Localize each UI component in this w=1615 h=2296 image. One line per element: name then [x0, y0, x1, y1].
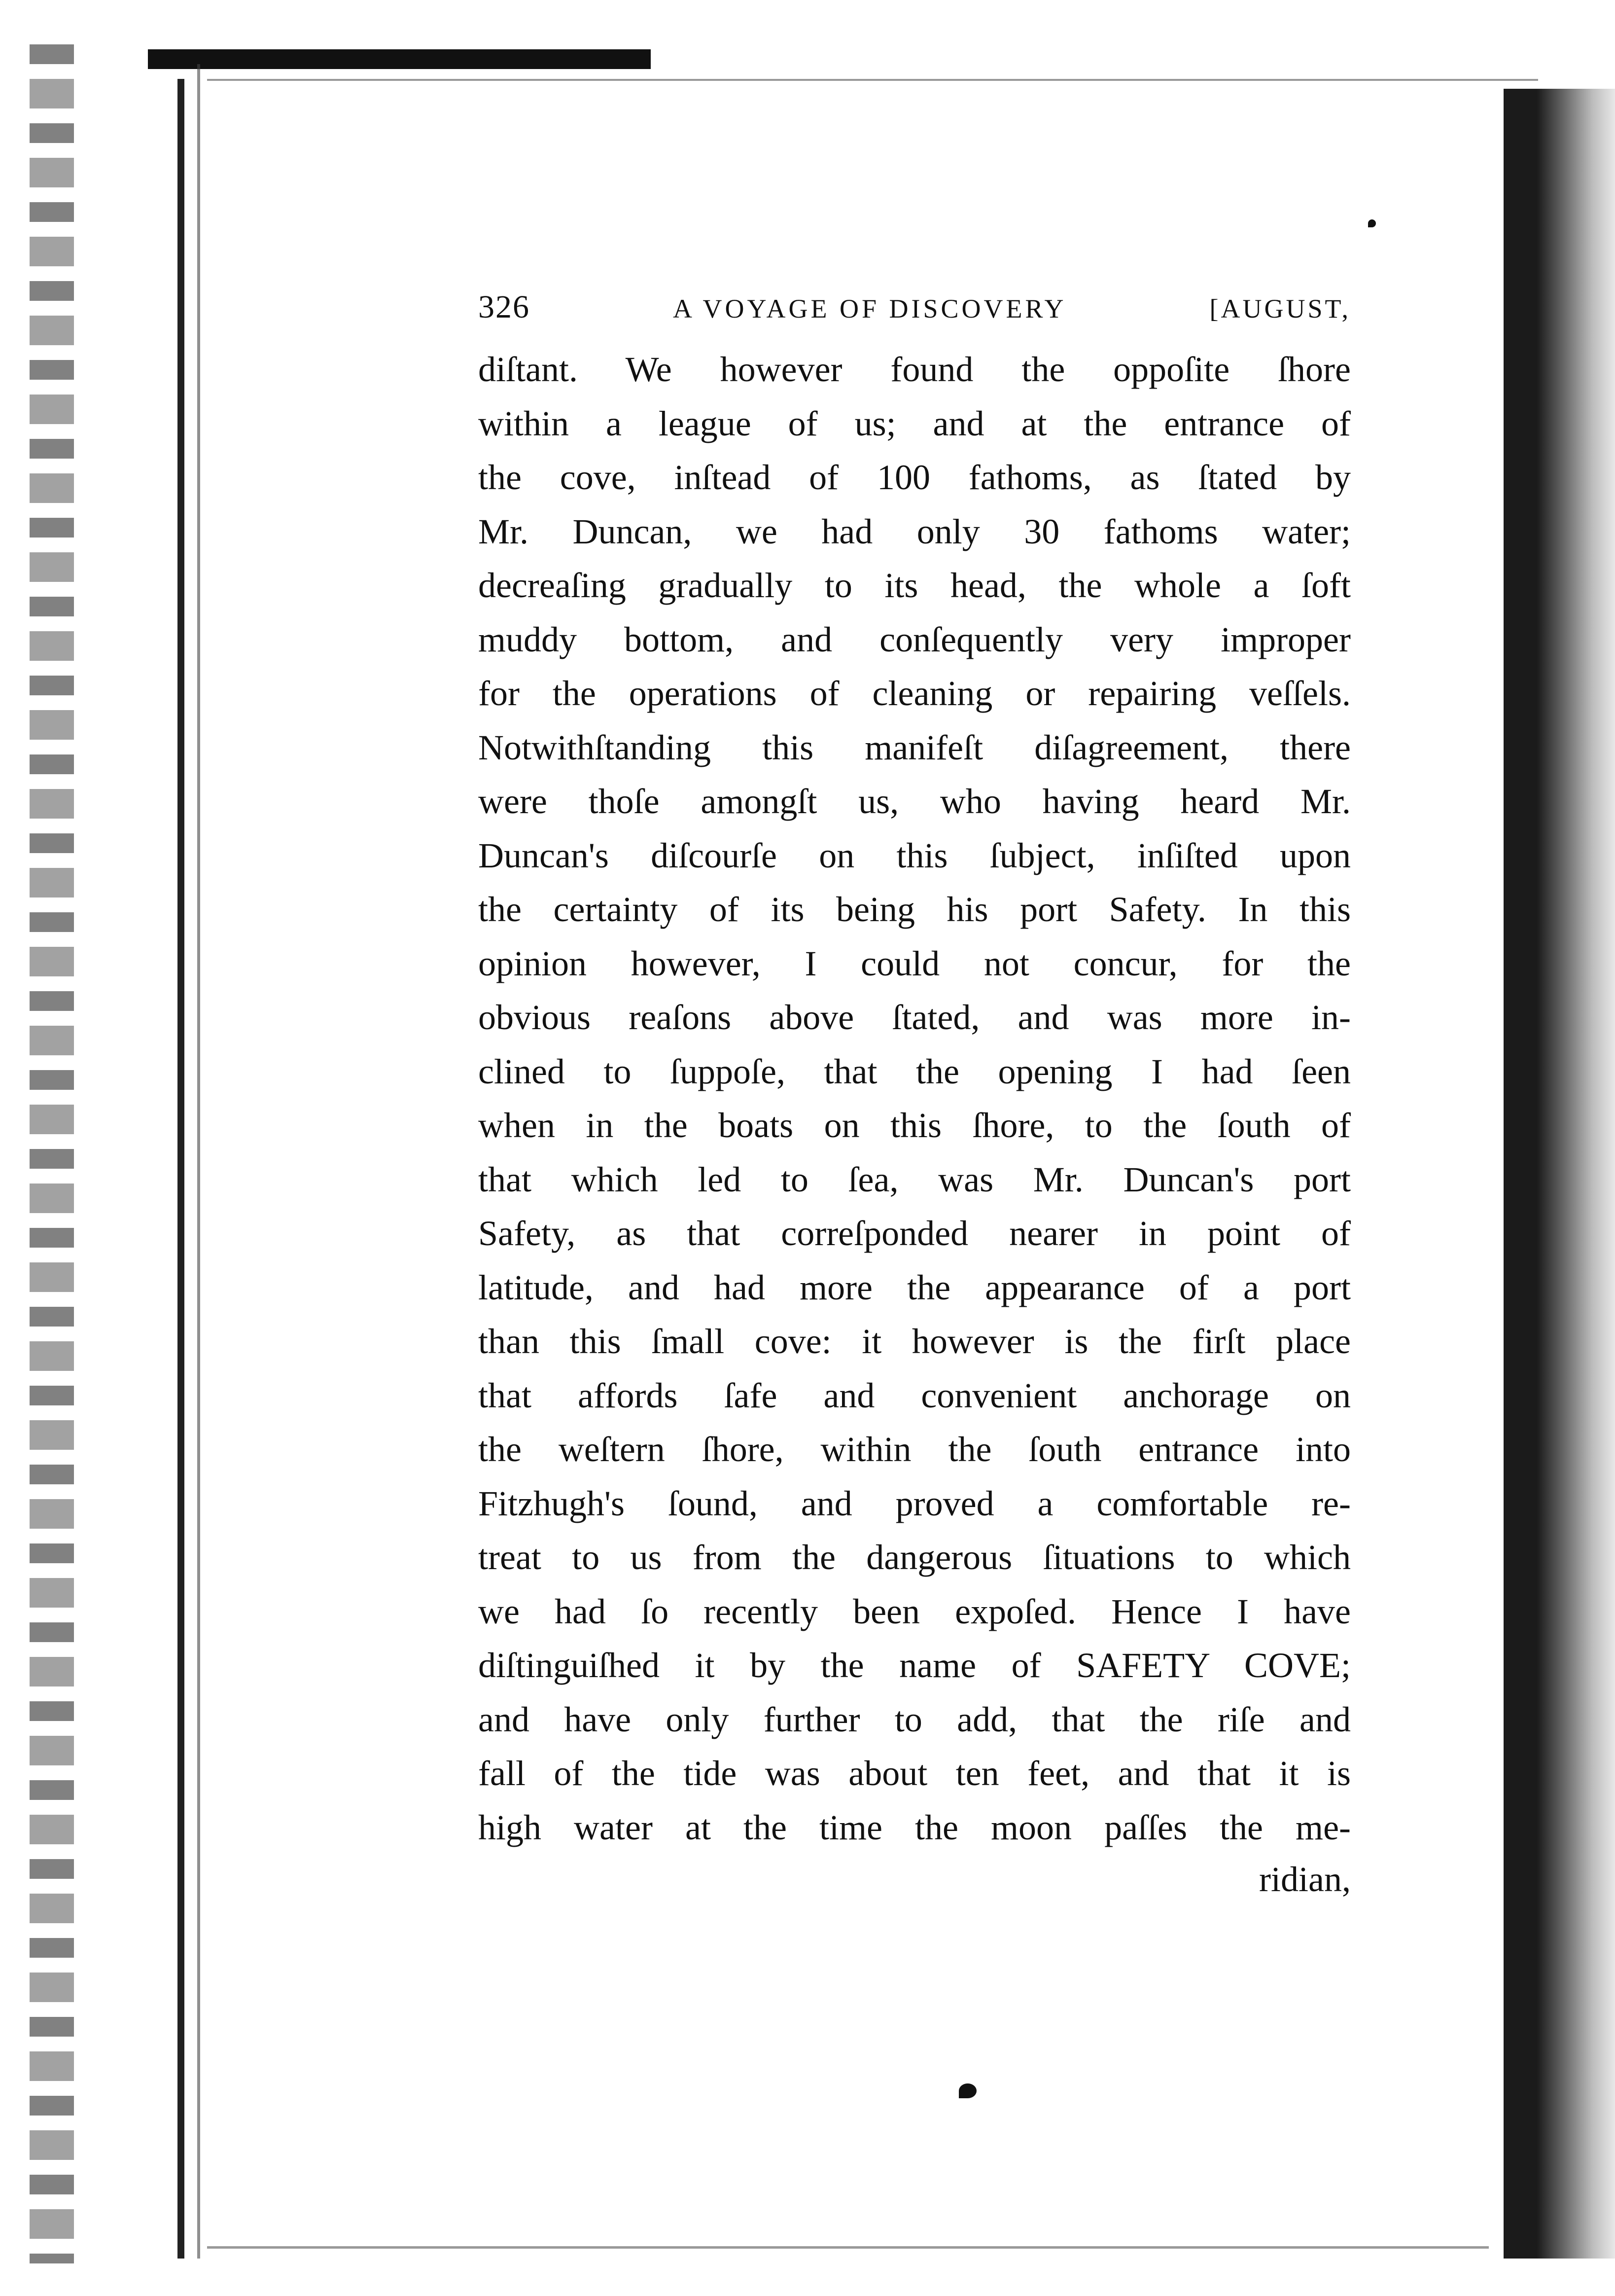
left-binding-shadow: [30, 44, 74, 2263]
body-text: [478, 343, 1351, 1855]
text-line: treat to us from the dangerous ſituations to which: [478, 1538, 1351, 1577]
right-binding-shadow: [1504, 89, 1615, 2259]
text-line: within a league of us; and at the entrance of: [478, 403, 1351, 443]
text-line: that which led to ſea, was Mr. Duncan's port: [478, 1159, 1351, 1199]
page-number: 326: [478, 289, 530, 325]
running-title: A VOYAGE OF DISCOVERY: [672, 294, 1067, 323]
text-line: high water at the time the moon paſſes the me-: [478, 1807, 1351, 1847]
text-line: latitude, and had more the appearance of a port: [478, 1267, 1351, 1307]
ink-blot-mark: [959, 2083, 977, 2098]
text-line: when in the boats on this ſhore, to the ſouth of: [478, 1106, 1351, 1145]
text-line: Fitzhugh's ſound, and proved a comfortable re-: [478, 1483, 1351, 1523]
bottom-page-edge: [207, 2246, 1489, 2249]
top-scan-bar: [148, 49, 651, 69]
text-line: the cove, inſtead of 100 fathoms, as ſtated by: [478, 458, 1351, 497]
text-line: fall of the tide was about ten feet, and that it is: [478, 1754, 1351, 1793]
text-line: Notwithſtanding this manifeſt diſagreement, there: [478, 727, 1351, 767]
text-line: diſtinguiſhed it by the name of SAFETY COVE;: [478, 1646, 1351, 1685]
text-line: opinion however, I could not concur, for the: [478, 943, 1351, 983]
left-page-edge: [177, 79, 184, 2259]
text-line: muddy bottom, and conſequently very improper: [478, 619, 1351, 659]
text-line: Duncan's diſcourſe on this ſubject, inſiſted upon: [478, 835, 1351, 875]
left-page-edge-inner: [197, 64, 200, 2259]
text-block: [478, 288, 1351, 1904]
text-line: diſtant. We however found the oppoſite ſhore: [478, 350, 1351, 389]
text-line: Safety, as that correſponded nearer in point of: [478, 1214, 1351, 1253]
text-line: decreaſing gradually to its head, the whole a ſoft: [478, 566, 1351, 605]
top-page-edge: [207, 79, 1538, 81]
running-month: [AUGUST,: [1209, 294, 1351, 323]
running-head: [478, 288, 1351, 343]
text-line: and have only further to add, that the riſe and: [478, 1699, 1351, 1739]
text-line: we had ſo recently been expoſed. Hence I have: [478, 1591, 1351, 1631]
text-line: were thoſe amongſt us, who having heard Mr.: [478, 782, 1351, 821]
text-line: clined to ſuppoſe, that the opening I had ſeen: [478, 1051, 1351, 1091]
text-line: the certainty of its being his port Safety. In this: [478, 890, 1351, 929]
catchword: ridian,: [1259, 1860, 1351, 1899]
text-line: Mr. Duncan, we had only 30 fathoms water;: [478, 511, 1351, 551]
text-line: obvious reaſons above ſtated, and was more in-: [478, 998, 1351, 1037]
text-line: for the operations of cleaning or repairing veſſels.: [478, 674, 1351, 713]
ink-speck-mark: [1368, 219, 1376, 227]
text-line: the weſtern ſhore, within the ſouth entrance into: [478, 1430, 1351, 1469]
text-line: that affords ſafe and convenient anchorage on: [478, 1375, 1351, 1415]
text-line: than this ſmall cove: it however is the firſt place: [478, 1322, 1351, 1361]
